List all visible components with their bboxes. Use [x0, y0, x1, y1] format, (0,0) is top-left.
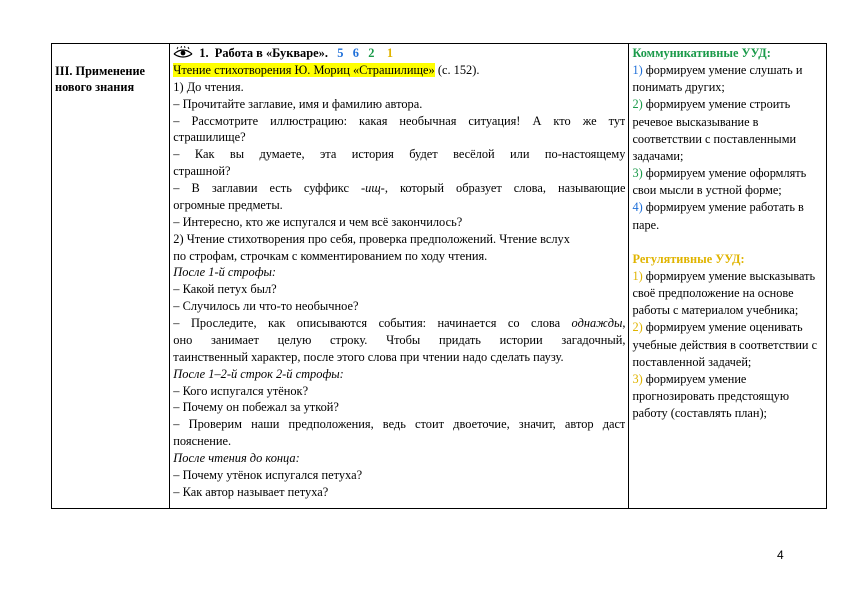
stage-title: III. Применение нового знания	[55, 64, 145, 94]
section-title: Работа в «Букваре».	[214, 46, 328, 60]
uud-cell	[629, 44, 827, 509]
content-body	[173, 44, 625, 501]
content-line: – Проверим наши предположения, ведь стоит двоеточие, значит, автор даст	[173, 417, 626, 432]
content-line: по строфам, строчкам с комментированием по ходу чтения.	[173, 248, 488, 263]
communicative-uud-title: Коммуникативные УУД:	[632, 46, 771, 60]
content-line: – Кого испугался утёнок?	[173, 383, 309, 398]
uud-item-num: 2)	[632, 97, 643, 112]
section-heading	[173, 45, 625, 62]
content-line: – Как автор называет петуха?	[173, 484, 329, 499]
uud-item	[632, 268, 823, 319]
uud-item-text: формируем умение оформлять свои мысли в устной форме;	[632, 166, 807, 198]
uud-item-text: формируем умение слушать и понимать других;	[632, 63, 803, 95]
content-line: – Прочитайте заглавие, имя и фамилию автора.	[173, 96, 423, 111]
uud-item-text: формируем умение строить речевое высказывание в соответствии с поставленными задачами;	[632, 97, 797, 163]
page-ref: (с. 152).	[437, 62, 480, 77]
uud-body	[632, 44, 823, 422]
content-line: страшилище?	[173, 130, 246, 145]
content-line: оно занимает целую строку. Чтобы придать истории загадочный,	[173, 332, 626, 347]
uud-item	[632, 199, 823, 233]
content-line: – Рассмотрите иллюстрацию: какая необычная ситуация! А кто же тут	[173, 113, 626, 128]
level-2: 2	[368, 46, 375, 60]
content-subheading: После 1–2-й строк 2-й строфы:	[173, 366, 344, 381]
regulative-uud-title: Регулятивные УУД:	[632, 251, 745, 266]
uud-item	[632, 96, 823, 165]
content-line: таинственный характер, после этого слова при чтении надо сделать паузу.	[173, 349, 564, 364]
content-line: – Интересно, кто же испугался и чем всё закончилось?	[173, 214, 463, 229]
uud-item-num: 1)	[632, 268, 643, 283]
content-line: 2) Чтение стихотворения про себя, проверка предположений. Чтение вслух	[173, 231, 570, 246]
content-subheading: После 1-й строфы:	[173, 265, 277, 280]
uud-item	[632, 62, 823, 96]
poem-title-line	[173, 62, 625, 79]
uud-item-text: формируем умение высказывать своё предположение на основе работы с материалом учебника;	[632, 268, 816, 318]
poem-title: Чтение стихотворения Ю. Мориц «Страшилище»	[173, 62, 435, 77]
level-6: 6	[352, 46, 359, 60]
content-line: – Как вы думаете, эта история будет весёлой или по-настоящему	[173, 147, 626, 162]
level-1: 1	[386, 46, 394, 60]
uud-item-num: 1)	[632, 63, 643, 78]
content-line: – Случилось ли что-то необычное?	[173, 299, 359, 314]
content-line: пояснение.	[173, 434, 232, 449]
content-line: – В заглавии есть суффикс -ищ-, который образует слова, называющие	[173, 181, 626, 195]
uud-item-num: 3)	[632, 371, 643, 386]
content-line: огромные предметы.	[173, 197, 283, 212]
uud-item-text: формируем умение работать в паре.	[632, 200, 804, 232]
content-line: – Проследите, как описываются события: начинается со слова однажды,	[173, 316, 626, 330]
content-subheading: После чтения до конца:	[173, 451, 300, 465]
content-line: – Почему утёнок испугался петуха?	[173, 467, 363, 482]
content-cell	[170, 44, 629, 509]
uud-item-num: 2)	[632, 320, 643, 335]
uud-item	[632, 165, 823, 199]
section-number: 1.	[199, 46, 209, 60]
uud-item-num: 4)	[632, 200, 643, 215]
page-number: 4	[777, 548, 784, 562]
spacer	[632, 234, 823, 251]
book-eye-icon	[173, 46, 193, 58]
uud-item	[632, 319, 823, 370]
lesson-table	[51, 43, 827, 509]
content-line: – Почему он побежал за уткой?	[173, 400, 339, 415]
uud-item-text: формируем умение прогнозировать предстоящую работу (составлять план);	[632, 371, 790, 421]
content-line: 1) До чтения.	[173, 79, 244, 94]
content-line: страшной?	[173, 164, 231, 179]
level-5: 5	[337, 46, 344, 60]
content-line: – Какой петух был?	[173, 282, 277, 297]
uud-item-text: формируем умение оценивать учебные действия в соответствии с поставленной задачей;	[632, 320, 818, 369]
uud-item	[632, 371, 823, 422]
stage-cell	[52, 44, 170, 509]
uud-item-num: 3)	[632, 166, 643, 181]
